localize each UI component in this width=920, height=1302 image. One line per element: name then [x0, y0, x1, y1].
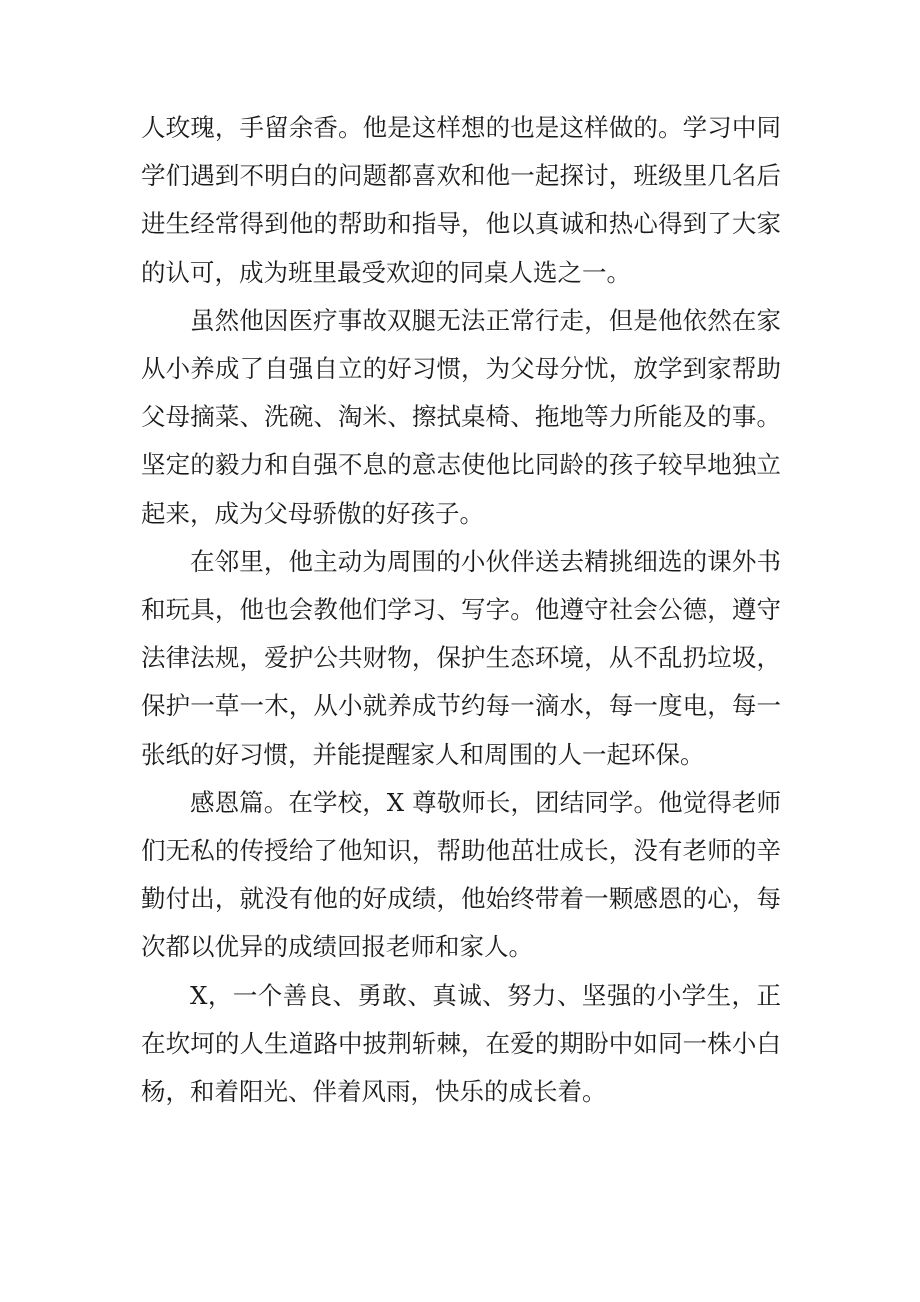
- paragraph-5: X，一个善良、勇敢、真诚、努力、坚强的小学生，正在坎坷的人生道路中披荆斩棘，在爱的期盼中如同一株小白杨，和着阳光、伴着风雨，快乐的成长着。: [141, 980, 781, 1107]
- paragraph-3: 在邻里，他主动为周围的小伙伴送去精挑细选的课外书和玩具，他也会教他们学习、写字。他遵守社会公德，遵守法律法规，爱护公共财物，保护生态环境，从不乱扔垃圾，保护一草一木，从小就养成节约每一滴水，每一度电，每一张纸的好习惯，并能提醒家人和周围的人一起环保。: [141, 546, 781, 769]
- paragraph-2: 虽然他因医疗事故双腿无法正常行走，但是他依然在家从小养成了自强自立的好习惯，为父母分忧，放学到家帮助父母摘菜、洗碗、淘米、擦拭桌椅、拖地等力所能及的事。坚定的毅力和自强不息的意志使他比同龄的孩子较早地独立起来，成为父母骄傲的好孩子。: [141, 305, 781, 528]
- paragraph-1: 人玫瑰，手留余香。他是这样想的也是这样做的。学习中同学们遇到不明白的问题都喜欢和他一起探讨，班级里几名后进生经常得到他的帮助和指导，他以真诚和热心得到了大家的认可，成为班里最受欢迎的同桌人选之一。: [141, 113, 781, 287]
- body-text: [141, 104, 781, 1116]
- paragraph-4: 感恩篇。在学校，X 尊敬师长，团结同学。他觉得老师们无私的传授给了他知识，帮助他茁壮成长，没有老师的辛勤付出，就没有他的好成绩，他始终带着一颗感恩的心，每次都以优异的成绩回报老师和家人。: [141, 787, 781, 962]
